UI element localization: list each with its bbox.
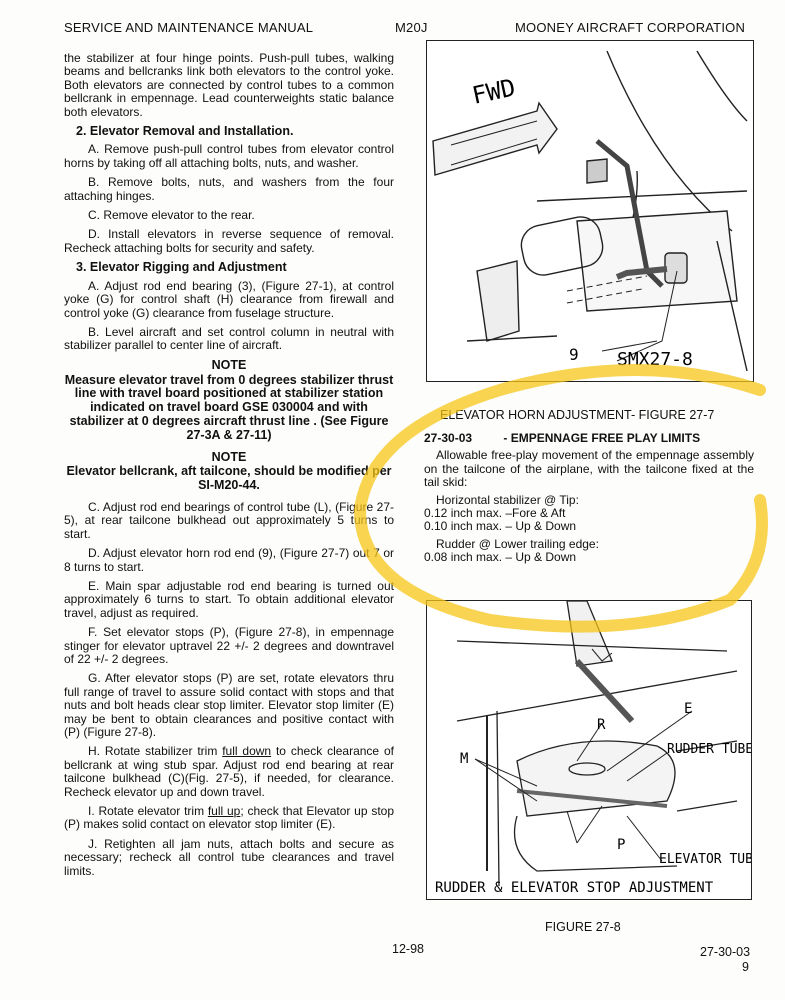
fwd-arrow-icon: [433, 103, 557, 175]
step-2c: C. Remove elevator to the rear.: [88, 208, 255, 223]
free-play-text: Allowable free-play movement of the empennage assembly on the tailcone of the airplane, with the tailcone fixed at the tail skid:: [424, 448, 754, 490]
step-3c: C. Adjust rod end bearings of control tube (L), (Figure 27-5), at rear tailcone bulkhead out approximately 5 turns to start.: [64, 499, 394, 541]
label-p: P: [617, 837, 626, 853]
step-2b: B. Remove bolts, nuts, and washers from the four attaching hinges.: [64, 175, 394, 203]
step-2a: A. Remove push-pull control tubes from elevator control horns by taking off all attaching bolts, nuts, and washer.: [64, 142, 394, 170]
step-3g: G. After elevator stops (P) are set, rotate elevators thru full range of travel to assure solid contact with stops and that nuts and bolt heads clear stop limiter. Elevator stop limiter (E) may be bent to obtain clearances and positive contact with (P) (Figure 27-8).: [64, 671, 394, 739]
section-2-title: 2. Elevator Removal and Installation.: [76, 124, 294, 139]
step-3d: D. Adjust elevator horn rod end (9), (Figure 27-7) out 7 or 8 turns to start.: [64, 546, 394, 574]
rudder-limit-up-down: 0.08 inch max. – Up & Down: [424, 550, 577, 565]
figure-27-8-title: RUDDER & ELEVATOR STOP ADJUSTMENT: [435, 880, 714, 896]
elevator-horn-drawing: [427, 41, 753, 381]
highlight-marker: [330, 360, 785, 640]
note-text: Measure elevator travel from 0 degrees stabilizer thrust line with travel board positioned at stabilizer station indicated on travel board GSE 030004 and with stabilizer at 0 degrees aircraft thrust line . (See Figure 27-3A & 27-11): [64, 372, 394, 442]
section-3-title: 3. Elevator Rigging and Adjustment: [76, 260, 287, 275]
footer-section: 27-30-03: [700, 945, 751, 959]
step-3j: J. Retighten all jam nuts, attach bolts and secure as necessary; recheck all control tube clearances and travel limits.: [64, 836, 394, 878]
hstab-limit-up-down: 0.10 inch max. – Up & Down: [424, 519, 577, 534]
rudder-tube-label: RUDDER TUBE: [667, 742, 751, 757]
rudder-label: Rudder @ Lower trailing edge:: [436, 536, 599, 551]
step-3b: B. Level aircraft and set control column in neutral with stabilizer parallel to center line of aircraft.: [64, 324, 394, 353]
elevator-tube-label: ELEVATOR TUBE: [659, 852, 751, 867]
figure-27-7-illustration: [426, 40, 754, 382]
note-text: Elevator bellcrank, aft tailcone, should be modified per SI-M20-44.: [66, 464, 392, 493]
step-3e: E. Main spar adjustable rod end bearing is turned out approximately 6 turns to start. To obtain additional elevator travel, adjust as required.: [64, 578, 394, 620]
label-e: E: [684, 701, 693, 717]
header-company: MOONEY AIRCRAFT CORPORATION: [515, 20, 746, 35]
step-3f: F. Set elevator stops (P), (Figure 27-8), in empennage stinger for elevator uptravel 22 +/- 2 degrees and downtravel of 22 +/- 2 degrees.: [64, 625, 394, 666]
step-2d: D. Install elevators in reverse sequence of removal. Recheck attaching bolts for security and safety.: [64, 227, 394, 255]
callout-9: 9: [569, 345, 579, 364]
note-title: NOTE: [211, 357, 247, 372]
note-title: NOTE: [211, 449, 247, 464]
section-code: 27-30-03: [424, 431, 473, 445]
fwd-label: FWD: [469, 73, 518, 110]
underlined-term: full up: [207, 804, 241, 819]
label-r: R: [597, 717, 606, 733]
hstab-label: Horizontal stabilizer @ Tip:: [436, 492, 579, 507]
drawing-id: SMX27-8: [617, 349, 693, 370]
intro-paragraph: the stabilizer at four hinge points. Push-pull tubes, walking beams and bellcranks link both elevators to the control yoke. Both elevators are connected by control tubes to a common bellcrank in empennage. Lead counterweights static balance both elevators.: [64, 51, 394, 119]
figure-27-8-caption: FIGURE 27-8: [545, 920, 621, 934]
free-play-title: - EMPENNAGE FREE PLAY LIMITS: [503, 431, 701, 445]
footer-date: 12-98: [392, 942, 424, 956]
figure-27-7-caption: ELEVATOR HORN ADJUSTMENT- FIGURE 27-7: [440, 408, 715, 422]
header-left: SERVICE AND MAINTENANCE MANUAL: [64, 20, 314, 35]
step-3a: A. Adjust rod end bearing (3), (Figure 27-1), at control yoke (G) for control shaft (H) clearance from firewall and control yoke (G) clearance from fuselage structure.: [64, 278, 394, 320]
footer-page: 9: [742, 960, 749, 974]
figure-27-8-illustration: [426, 600, 752, 900]
hstab-limit-fore-aft: 0.12 inch max. –Fore & Aft: [424, 506, 566, 521]
header-model: M20J: [395, 20, 428, 35]
underlined-term: full down: [222, 744, 272, 759]
step-3h: H. Rotate stabilizer trim full down to check clearance of bellcrank at wing stub spar. Adjust rod end bearing at rear tailcone bulkhead (C)(Fig. 27-5), if needed, for clearance. Recheck elevator up and down travel.: [64, 744, 394, 799]
step-3i: I. Rotate elevator trim full up; check that Elevator up stop (P) makes solid contact on elevator stop limiter (E).: [64, 804, 394, 832]
label-m: M: [460, 751, 469, 767]
stop-adjustment-drawing: [427, 601, 751, 899]
